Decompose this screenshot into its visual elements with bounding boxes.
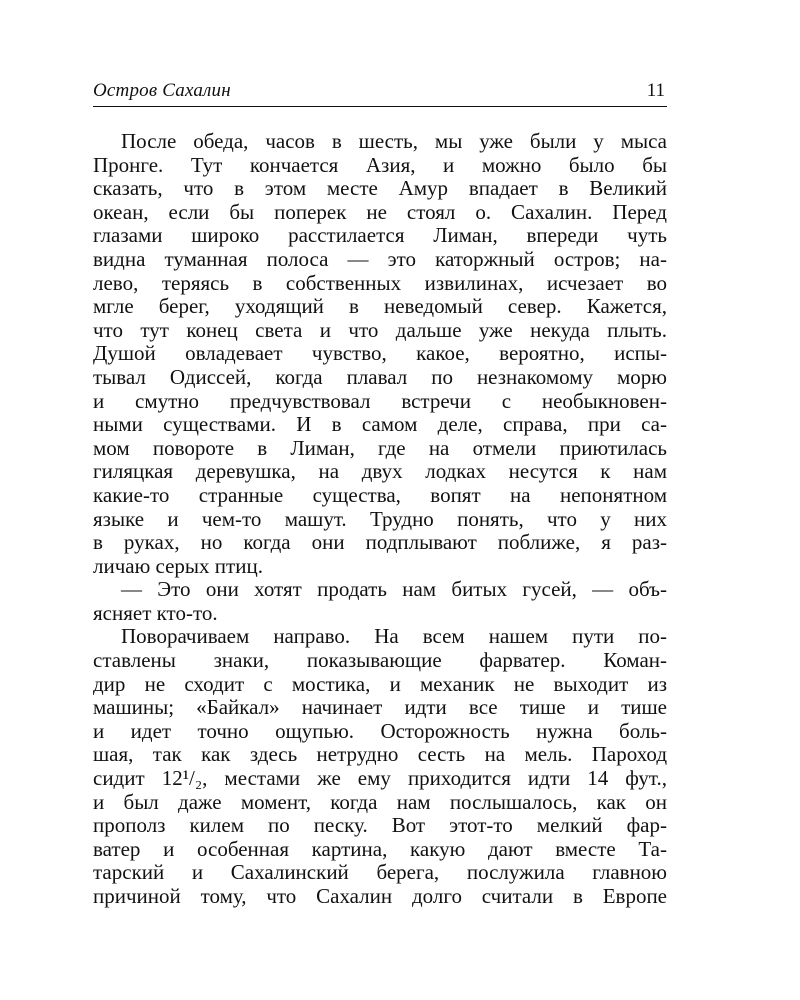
text-line: ными существами. И в самом деле, справа, при са- bbox=[93, 412, 667, 437]
text-line: мом повороте в Лиман, где на отмели приютилась bbox=[93, 435, 667, 460]
text-line: личаю серых птиц. bbox=[93, 553, 263, 578]
page-number: 11 bbox=[646, 80, 665, 101]
text-line: Пронге. Тут кончается Азия, и можно было бы bbox=[93, 152, 667, 177]
text-line: и был даже момент, когда нам послышалось, как он bbox=[93, 789, 667, 814]
text-line: гиляцкая деревушка, на двух лодках несутся к нам bbox=[93, 459, 667, 484]
text-line: и идет точно ощупью. Осторожность нужна боль- bbox=[93, 718, 667, 743]
text-line: тарский и Сахалинский берега, послужила главною bbox=[93, 860, 667, 885]
text-line: — Это они хотят продать нам битых гусей, — объ- bbox=[121, 577, 667, 602]
text-line: дир не сходит с мостика, и механик не выходит из bbox=[93, 671, 667, 696]
text-line: лево, теряясь в собственных извилинах, исчезает во bbox=[93, 270, 667, 295]
text-line: После обеда, часов в шесть, мы уже были у мыса bbox=[121, 129, 667, 153]
running-header bbox=[93, 80, 667, 107]
text-line: прополз килем по песку. Вот этот-то мелкий фар- bbox=[93, 813, 667, 838]
text-line: Душой овладевает чувство, какое, вероятно, испы- bbox=[93, 341, 667, 366]
text-line: что тут конец света и что дальше уже некуда плыть. bbox=[93, 317, 667, 342]
running-title: Остров Сахалин bbox=[93, 80, 231, 101]
text-line: языке и чем-то машут. Трудно понять, что у них bbox=[93, 506, 667, 531]
body-text bbox=[93, 130, 667, 909]
text-line: и смутно предчувствовал встречи с необыкновен- bbox=[93, 388, 667, 413]
text-line: шая, так как здесь нетрудно сесть на мель. Пароход bbox=[93, 742, 667, 767]
text-line: в руках, но когда они подплывают поближе, я раз- bbox=[93, 530, 667, 555]
text-line: тывал Одиссей, когда плавал по незнакомому морю bbox=[93, 364, 667, 389]
text-line: ясняет кто-то. bbox=[93, 600, 218, 625]
text-line: Поворачиваем направо. На всем нашем пути по- bbox=[121, 624, 667, 649]
text-line: мгле берег, уходящий в неведомый север. Кажется, bbox=[93, 294, 667, 319]
text-line: океан, если бы поперек не стоял о. Сахалин. Перед bbox=[93, 199, 667, 224]
text-line: видна туманная полоса — это каторжный остров; на- bbox=[93, 246, 667, 271]
text-line: сидит 12¹/₂, местами же ему приходится идти 14 фут., bbox=[93, 766, 667, 791]
text-line: машины; «Байкал» начинает идти все тише и тише bbox=[93, 695, 667, 720]
text-line: глазами широко расстилается Лиман, впереди чуть bbox=[93, 223, 667, 248]
text-line: ставлены знаки, показывающие фарватер. Коман- bbox=[93, 648, 667, 673]
text-line: причиной тому, что Сахалин долго считали в Европе bbox=[93, 884, 667, 908]
text-line: какие-то странные существа, вопят на непонятном bbox=[93, 482, 667, 507]
text-line: сказать, что в этом месте Амур впадает в Великий bbox=[93, 176, 667, 201]
text-line: ватер и особенная картина, какую дают вместе Та- bbox=[93, 836, 667, 861]
